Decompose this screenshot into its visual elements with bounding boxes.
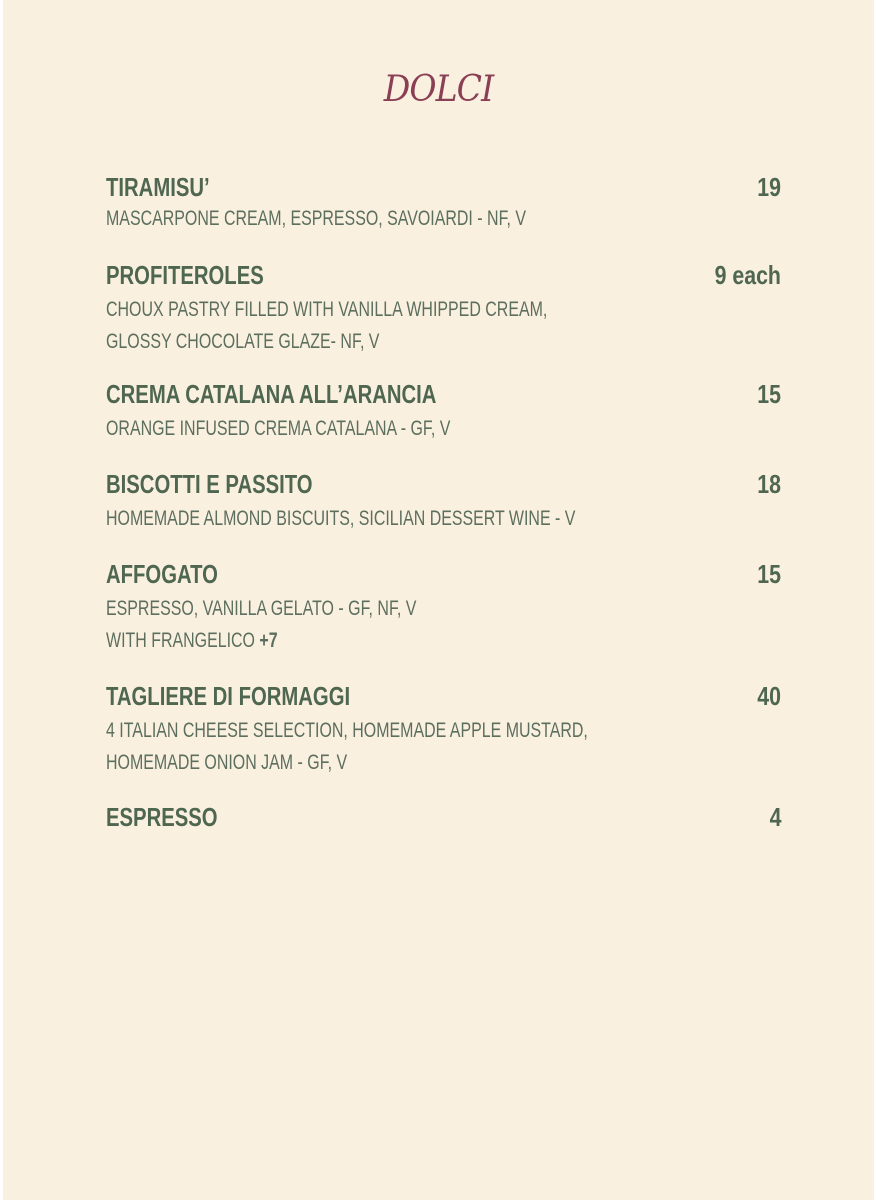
item-name: ESPRESSO — [106, 802, 218, 832]
item-header — [106, 558, 781, 590]
item-header — [106, 468, 781, 500]
item-header — [106, 259, 781, 291]
item-price: 18 — [757, 469, 781, 499]
item-price: 15 — [757, 379, 781, 409]
menu-item-profiteroles — [106, 259, 781, 358]
menu-item-tagliere-di-formaggi — [106, 680, 781, 779]
menu-item-crema-catalana — [106, 378, 781, 445]
item-description: CHOUX PASTRY FILLED WITH VANILLA WHIPPED CREAM, — [106, 298, 548, 321]
menu-item-tiramisu — [106, 171, 781, 235]
item-addon — [106, 625, 619, 657]
item-price: 40 — [757, 681, 781, 711]
item-name: BISCOTTI E PASSITO — [106, 469, 313, 499]
item-description: ESPRESSO, VANILLA GELATO - GF, NF, V — [106, 597, 417, 620]
item-description: ORANGE INFUSED CREMA CATALANA - GF, V — [106, 417, 451, 440]
item-description: HOMEMADE ALMOND BISCUITS, SICILIAN DESSERT WINE - V — [106, 507, 576, 530]
item-price: 19 — [757, 172, 781, 202]
item-description: MASCARPONE CREAM, ESPRESSO, SAVOIARDI - NF, V — [106, 207, 527, 230]
item-name: TAGLIERE DI FORMAGGI — [106, 681, 351, 711]
item-description: HOMEMADE ONION JAM - GF, V — [106, 751, 348, 774]
item-header — [106, 378, 781, 410]
menu-item-biscotti-e-passito — [106, 468, 781, 535]
item-name: AFFOGATO — [106, 559, 218, 589]
item-header — [106, 801, 781, 833]
item-header — [106, 680, 781, 712]
item-price: 4 — [769, 802, 781, 832]
item-price: 15 — [757, 559, 781, 589]
addon-price: +7 — [259, 629, 278, 652]
item-description: GLOSSY CHOCOLATE GLAZE- NF, V — [106, 330, 380, 353]
addon-text: WITH FRANGELICO — [106, 629, 260, 652]
menu-page — [3, 0, 874, 1200]
item-description: 4 ITALIAN CHEESE SELECTION, HOMEMADE APPLE MUSTARD, — [106, 719, 588, 742]
item-name: TIRAMISU’ — [106, 172, 210, 202]
menu-title: DOLCI — [383, 69, 494, 110]
item-header — [106, 171, 781, 203]
menu-item-affogato — [106, 558, 781, 657]
menu-item-espresso — [106, 801, 781, 833]
item-name: PROFITEROLES — [106, 260, 264, 290]
item-price: 9 each — [714, 260, 781, 290]
item-name: CREMA CATALANA ALL’ARANCIA — [106, 379, 437, 409]
